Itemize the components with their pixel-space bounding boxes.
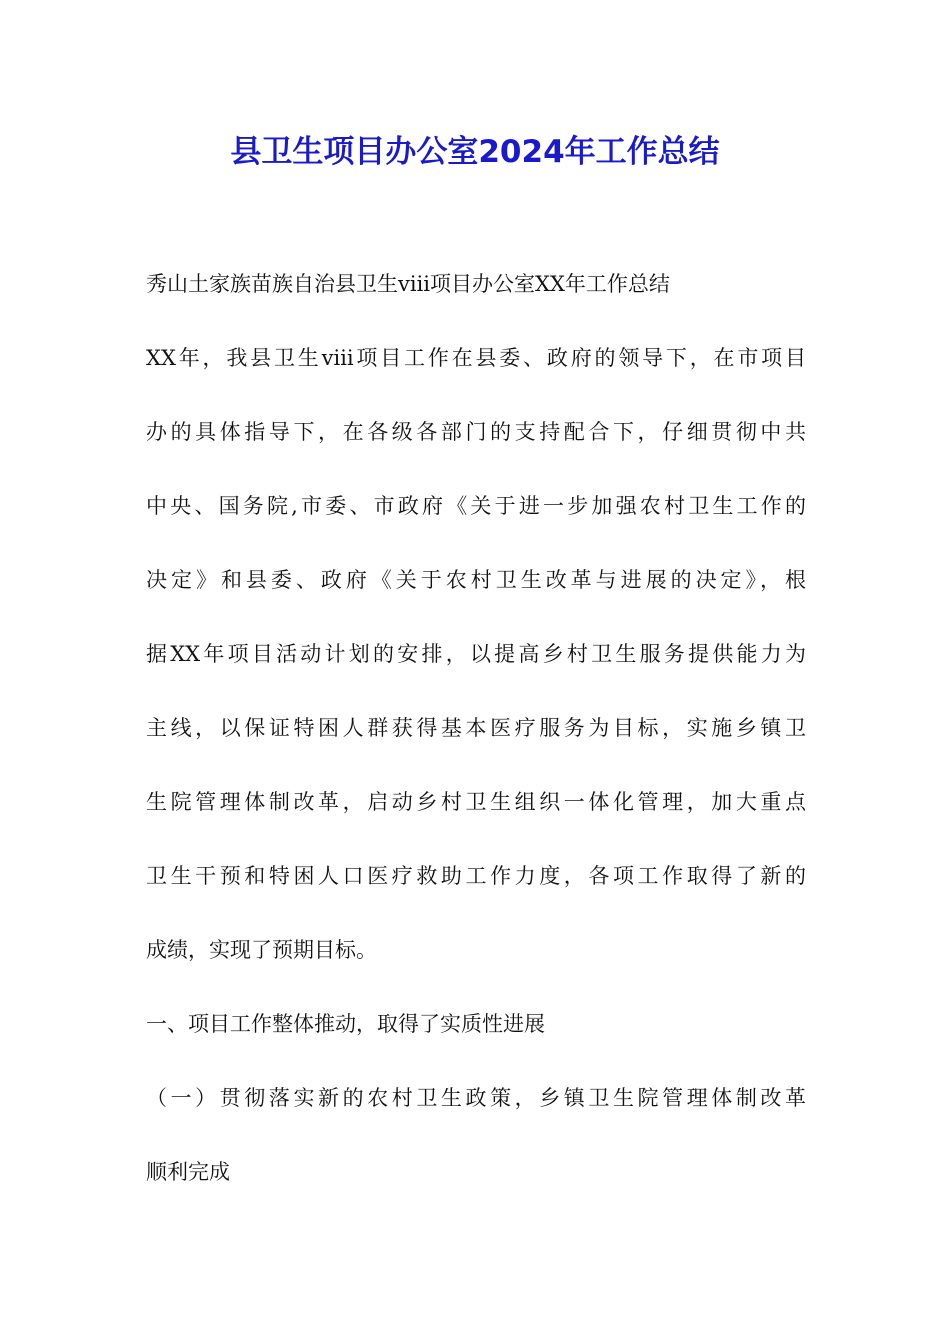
- subsection-heading-end: 顺利完成: [146, 1160, 230, 1184]
- document-title: 县卫生项目办公室2024年工作总结: [230, 134, 720, 170]
- subsection-heading: （一）贯彻落实新的农村卫生政策，乡镇卫生院管理体制改革: [146, 1086, 806, 1110]
- paragraph-line: 中央、国务院,市委、市政府《关于进一步加强农村卫生工作的: [146, 494, 806, 518]
- paragraph-line: 生院管理体制改革，启动乡村卫生组织一体化管理，加大重点: [146, 790, 806, 814]
- document-body: [146, 262, 806, 1224]
- paragraph-line: 卫生干预和特困人口医疗救助工作力度，各项工作取得了新的: [146, 864, 806, 888]
- paragraph-line: 办的具体指导下，在各级各部门的支持配合下，仔细贯彻中共: [146, 420, 806, 444]
- paragraph-line: XX年，我县卫生ⅷ项目工作在县委、政府的领导下，在市项目: [146, 346, 806, 370]
- paragraph-line-last: 成绩，实现了预期目标。: [146, 938, 377, 962]
- paragraph-line: 决定》和县委、政府《关于农村卫生改革与进展的决定》，根: [146, 568, 806, 592]
- paragraph-line: 主线，以保证特困人群获得基本医疗服务为目标，实施乡镇卫: [146, 716, 806, 740]
- section-heading: 一、项目工作整体推动，取得了实质性进展: [146, 1012, 545, 1036]
- subtitle-line: 秀山土家族苗族自治县卫生ⅷ项目办公室XX年工作总结: [146, 272, 670, 296]
- paragraph-line: 据XX年项目活动计划的安排，以提高乡村卫生服务提供能力为: [146, 642, 806, 666]
